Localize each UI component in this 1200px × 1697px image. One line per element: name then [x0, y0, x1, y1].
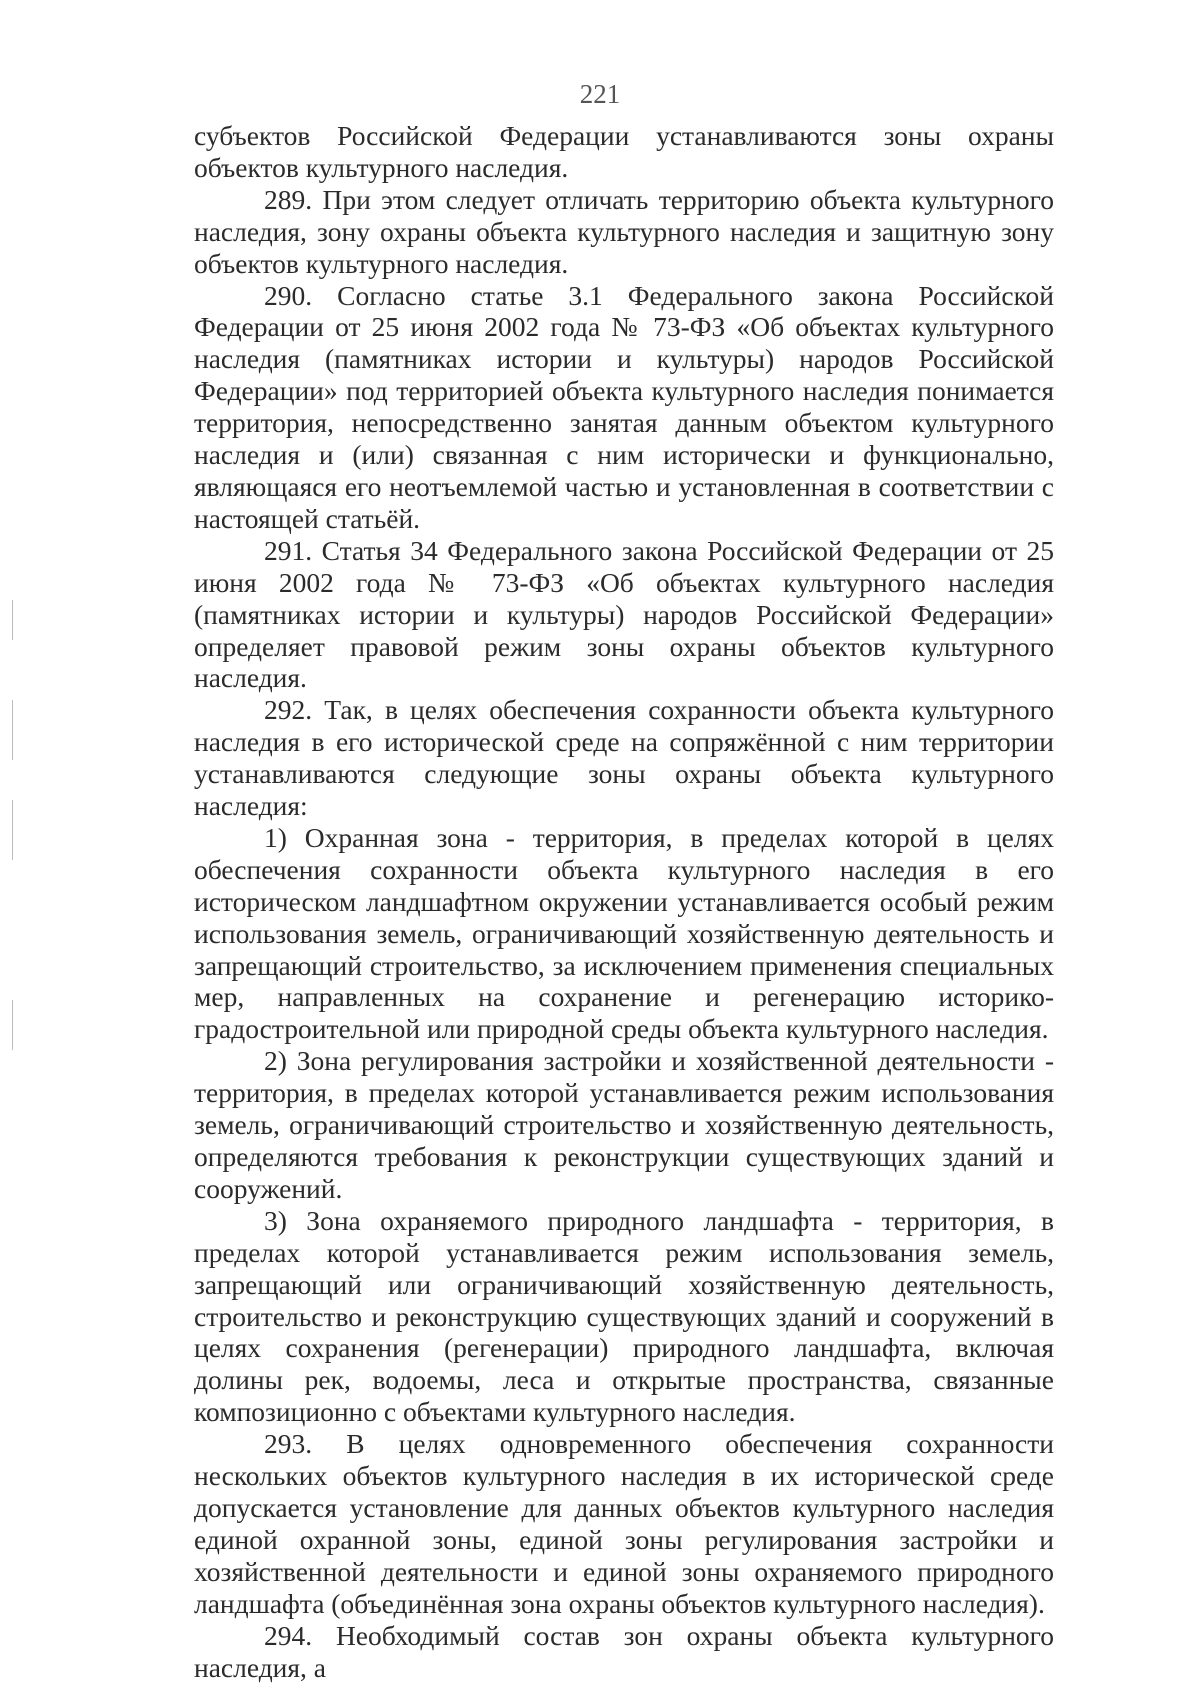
paragraph-293: 293. В целях одновременного обеспечения сохранности нескольких объектов культурного наследия в их исторической среде допускается установление для данных объектов культурного наследия единой охранной зоны, единой зоны регулирования застройки и хозяйственной деятельности и единой зоны охраняемого природного ландшафта (объединённая зона охраны объектов культурного наследия).: [194, 1428, 1054, 1619]
scan-edge-mark: [12, 600, 13, 640]
scan-edge-mark: [12, 700, 13, 760]
page-number: 221: [579, 79, 621, 109]
paragraph-291: 291. Статья 34 Федерального закона Российской Федерации от 25 июня 2002 года № 73-ФЗ «Об объектах культурного наследия (памятниках истории и культуры) народов Российской Федерации» определяет правовой режим зоны охраны объектов культурного наследия.: [194, 534, 1054, 694]
document-body: [194, 120, 1054, 1683]
scan-edge-mark: [12, 1000, 13, 1050]
paragraph-292: 292. Так, в целях обеспечения сохранности объекта культурного наследия в его исторической среде на сопряжённой с ним территории устанавливаются следующие зоны охраны объекта культурного наследия:: [194, 694, 1054, 822]
paragraph-289: 289. При этом следует отличать территорию объекта культурного наследия, зону охраны объекта культурного наследия и защитную зону объектов культурного наследия.: [194, 183, 1054, 279]
scan-edge-mark: [12, 800, 13, 860]
paragraph-continuation: субъектов Российской Федерации устанавливаются зоны охраны объектов культурного наследия.: [194, 120, 1054, 183]
list-item-1: 1) Охранная зона - территория, в пределах которой в целях обеспечения сохранности объекта культурного наследия в его историческом ландшафтном окружении устанавливается особый режим использования земель, ограничивающий хозяйственную деятельность и запрещающий строительство, за исключением применения специальных мер, направленных на сохранение и регенерацию историко-градостроительной или природной среды объекта культурного наследия.: [194, 821, 1054, 1045]
paragraph-290: 290. Согласно статье 3.1 Федерального закона Российской Федерации от 25 июня 2002 года № 73-ФЗ «Об объектах культурного наследия (памятниках истории и культуры) народов Российской Федерации» под территорией объекта культурного наследия понимается территория, непосредственно занятая данным объектом культурного наследия и (или) связанная с ним исторически и функционально, являющаяся его неотъемлемой частью и установленная в соответствии с настоящей статьёй.: [194, 279, 1054, 534]
list-item-3: 3) Зона охраняемого природного ландшафта - территория, в пределах которой устанавливается режим использования земель, запрещающий или ограничивающий хозяйственную деятельность, строительство и реконструкцию существующих зданий и сооружений в целях сохранения (регенерации) природного ландшафта, включая долины рек, водоемы, леса и открытые пространства, связанные композиционно с объектами культурного наследия.: [194, 1204, 1054, 1428]
paragraph-294: 294. Необходимый состав зон охраны объекта культурного наследия, а: [194, 1619, 1054, 1683]
list-item-2: 2) Зона регулирования застройки и хозяйственной деятельности - территория, в пределах которой устанавливается режим использования земель, ограничивающий строительство и хозяйственную деятельность, определяются требования к реконструкции существующих зданий и сооружений.: [194, 1045, 1054, 1204]
